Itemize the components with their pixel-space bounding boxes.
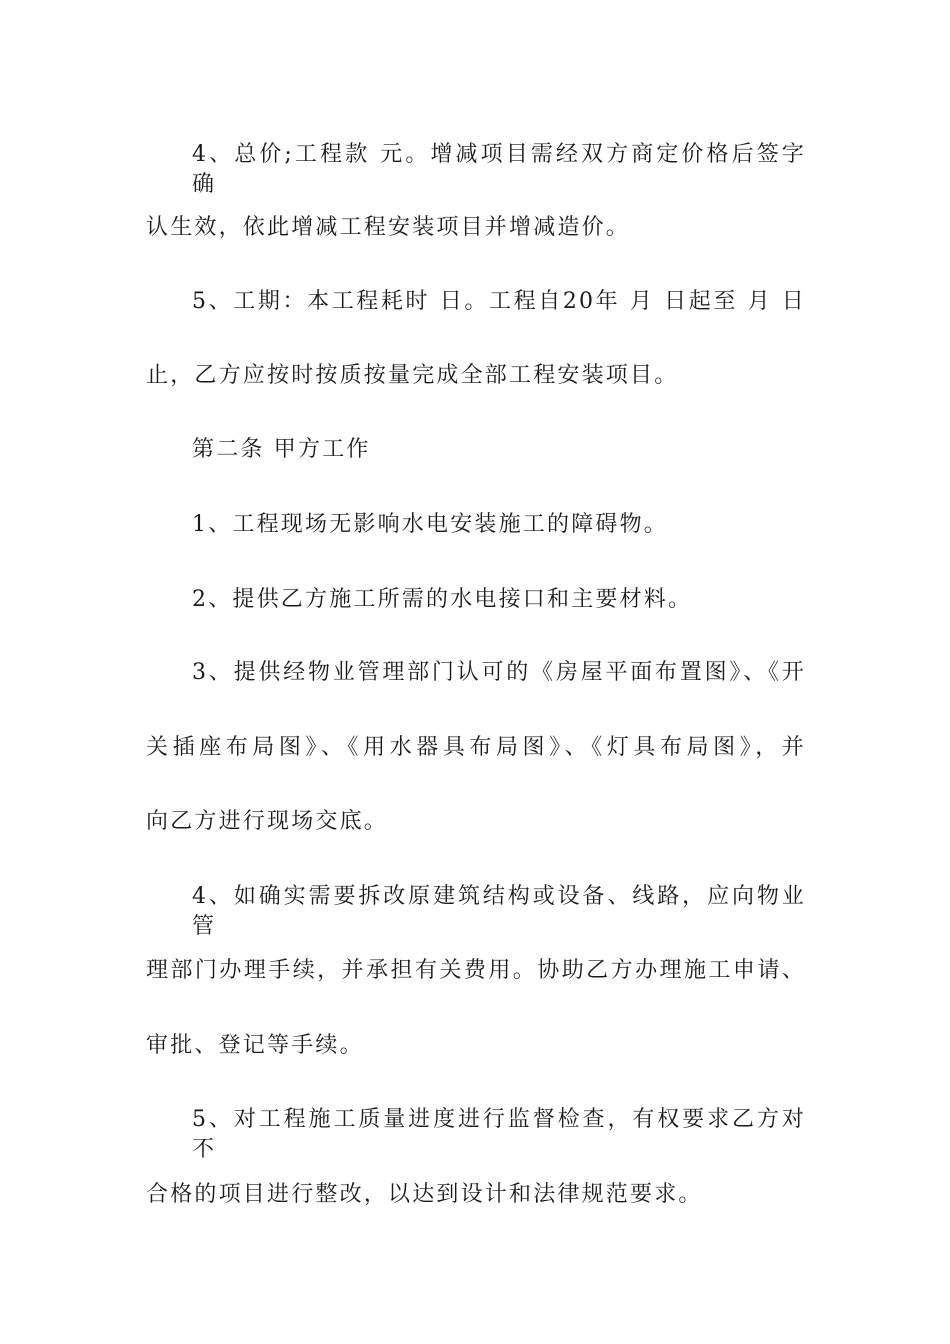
text-line: 5、对工程施工质量进度进行监督检查，有权要求乙方对不 (192, 1107, 806, 1162)
text-line: 2、提供乙方施工所需的水电接口和主要材料。 (192, 587, 693, 612)
section-heading: 第二条 甲方工作 (192, 437, 371, 462)
text-line: 关插座布局图》、《用水器具布局图》、《灯具布局图》，并 (146, 735, 806, 760)
text-line: 理部门办理手续，并承担有关费用。协助乙方办理施工申请、 (146, 958, 806, 983)
text-line: 合格的项目进行整改，以达到设计和法律规范要求。 (146, 1182, 703, 1207)
text-line: 向乙方进行现场交底。 (146, 809, 389, 834)
text-line: 5、工期：本工程耗时 日。工程自20年 月 日起至 月 日 (192, 289, 806, 314)
text-line: 审批、登记等手续。 (146, 1033, 364, 1058)
text-line: 1、工程现场无影响水电安装施工的障碍物。 (192, 512, 668, 537)
text-line: 认生效，依此增减工程安装项目并增减造价。 (146, 215, 631, 240)
text-line: 3、提供经物业管理部门认可的《房屋平面布置图》、《开 (192, 660, 806, 685)
text-line: 止，乙方应按时按质按量完成全部工程安装项目。 (146, 363, 679, 388)
text-line: 4、如确实需要拆改原建筑结构或设备、线路，应向物业管 (192, 884, 806, 939)
text-line: 4、总价;工程款 元。增减项目需经双方商定价格后签字确 (192, 142, 806, 197)
